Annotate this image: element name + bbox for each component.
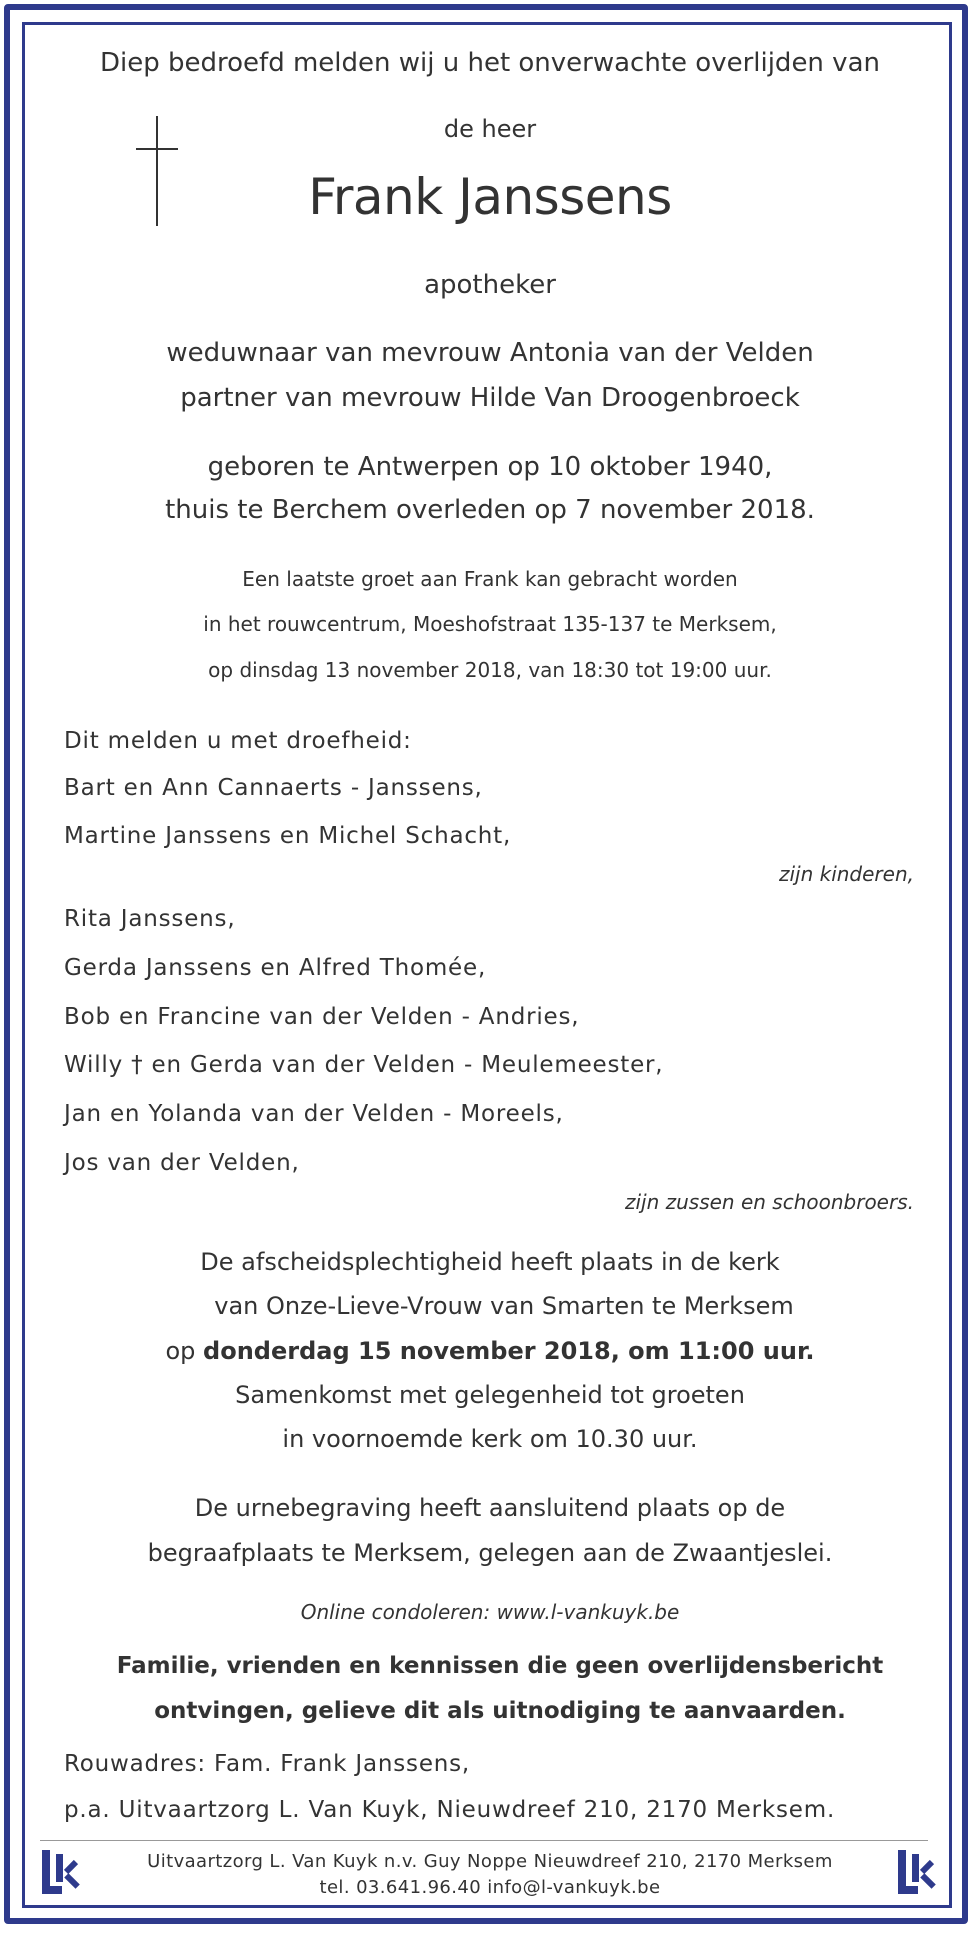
children-label: zijn kinderen, — [778, 862, 914, 886]
footer-contact: tel. 03.641.96.40 info@l-vankuyk.be — [319, 1877, 661, 1898]
child-2: Martine Janssens en Michel Schacht, — [64, 823, 512, 849]
footer-divider — [40, 1840, 928, 1841]
announcement: Diep bedroefd melden wij u het onverwachte overlijden van — [100, 48, 880, 78]
ceremony-line-3: op donderdag 15 november 2018, om 11:00 uur. — [165, 1337, 815, 1365]
ceremony-line-5: in voornoemde kerk om 10.30 uur. — [282, 1425, 698, 1453]
siblings-label: zijn zussen en schoonbroers. — [624, 1190, 914, 1214]
sibling-4: Willy † en Gerda van der Velden - Meulemeester, — [64, 1052, 664, 1078]
burial-line-2: begraafplaats te Merksem, gelegen aan de Zwaantjeslei. — [147, 1539, 833, 1567]
child-1: Bart en Ann Cannaerts - Janssens, — [64, 775, 483, 801]
address-line-1: Rouwadres: Fam. Frank Janssens, — [64, 1751, 471, 1777]
relation-widower: weduwnaar van mevrouw Antonia van der Velden — [166, 338, 814, 368]
invitation-line-2: ontvingen, gelieve dit als uitnodiging te aanvaarden. — [154, 1698, 846, 1724]
sibling-6: Jos van der Velden, — [64, 1150, 300, 1176]
sibling-1: Rita Janssens, — [64, 906, 236, 932]
sibling-5: Jan en Yolanda van der Velden - Moreels, — [64, 1101, 564, 1127]
ceremony-line-2: van Onze-Lieve-Vrouw van Smarten te Merksem — [214, 1292, 794, 1320]
title: de heer — [443, 115, 537, 143]
visit-line-2: in het rouwcentrum, Moeshofstraat 135-137 te Merksem, — [203, 612, 777, 636]
birth-line: geboren te Antwerpen op 10 oktober 1940, — [207, 452, 773, 482]
sibling-2: Gerda Janssens en Alfred Thomée, — [64, 955, 487, 981]
profession: apotheker — [424, 270, 556, 300]
ceremony-line-1: De afscheidsplechtigheid heeft plaats in de kerk — [200, 1248, 780, 1276]
footer-company: Uitvaartzorg L. Van Kuyk n.v. Guy Noppe Nieuwdreef 210, 2170 Merksem — [147, 1851, 833, 1872]
invitation-line-1: Familie, vrienden en kennissen die geen overlijdensbericht — [116, 1653, 884, 1679]
ceremony-line-4: Samenkomst met gelegenheid tot groeten — [235, 1381, 745, 1409]
visit-line-1: Een laatste groet aan Frank kan gebracht worden — [242, 567, 738, 591]
address-line-2: p.a. Uitvaartzorg L. Van Kuyk, Nieuwdreef 210, 2170 Merksem. — [64, 1797, 836, 1823]
burial-line-1: De urnebegraving heeft aansluitend plaats op de — [194, 1494, 786, 1522]
visit-line-3: op dinsdag 13 november 2018, van 18:30 tot 19:00 uur. — [208, 658, 772, 682]
sibling-3: Bob en Francine van der Velden - Andries, — [64, 1004, 580, 1030]
family-intro: Dit melden u met droefheid: — [64, 728, 412, 754]
ceremony-date: donderdag 15 november 2018, om 11:00 uur. — [203, 1337, 815, 1365]
death-line: thuis te Berchem overleden op 7 november 2018. — [165, 495, 815, 525]
deceased-name: Frank Janssens — [308, 168, 672, 226]
online-condolences: Online condoleren: www.l-vankuyk.be — [300, 1600, 680, 1624]
relation-partner: partner van mevrouw Hilde Van Droogenbroeck — [180, 383, 800, 413]
